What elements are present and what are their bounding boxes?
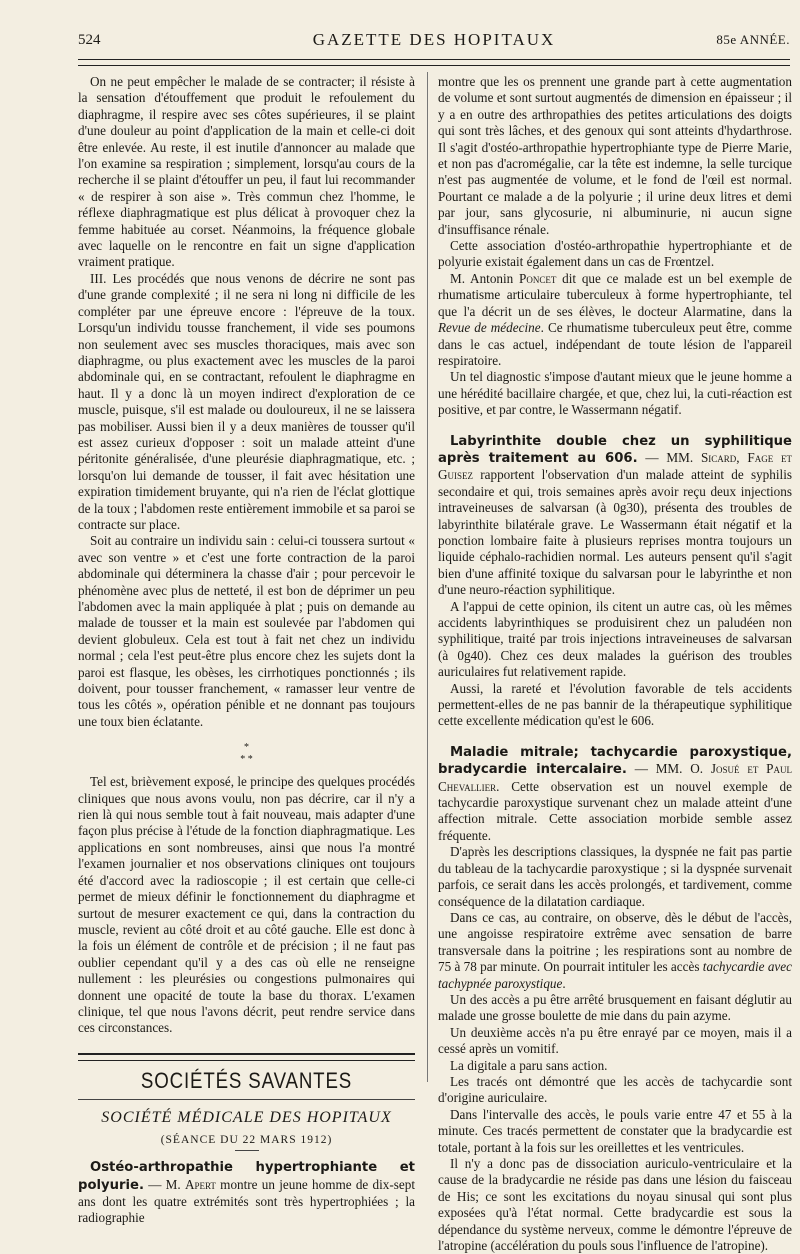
paragraph: Tel est, brièvement exposé, le principe des quelques procédés cliniques que nous avons voulu, non pas décrire, car il n'y a rien là qui nous semble tout à fait nouveau, mais adapter d'une façon plus précise à l'étude de la fonction diaphragmatique. Les applications en sont nombreuses, ainsi que nous l'a montré l'examen journalier et nos observations cliniques ont toujours été d'accord avec la radioscopie ; il est certain que celle-ci permet de mieux définir le fonctionnement du diaphragme et surtout de mesurer exactement ce qui, dans la contraction du muscle, revient au côté droit et au côté gauche. Elle est donc à la fois un élément de contrôle et de précision ; il ne faut pas oublier cependant qu'il y a des cas où elle ne renseigne nullement : les pleurésies ou congestions pulmonaires qui donnent une opacité de toute la base du thorax. L'examen clinique, tel que nous l'avons décrit, peut rendre service dans ces circonstances. (78, 774, 415, 1036)
section-rule-thin (78, 1099, 415, 1100)
paragraph: Dans l'intervalle des accès, le pouls varie entre 47 et 55 à la minute. Ces tracés permettent de constater que la bradycardie est totale, portant à la fois sur les oreillettes et les ventricules. (438, 1106, 792, 1155)
seance-date: (SÉANCE DU 22 MARS 1912) (160, 1133, 333, 1146)
running-title: GAZETTE DES HOPITAUX (312, 30, 556, 49)
article-text: . Cette observation est un nouvel exemple de tachycardie paroxystique survenant chez un malade atteint d'une affection mitrale. Cette association morbide semble assez fréquente. (438, 778, 792, 843)
text: Dans ce cas, au contraire, on observe, dès le début de l'accès, une angoisse respiratoire extrême avec sensation de barre transversale dans la poitrine ; les respirations sont au nombre de 75 à 78 par minute. On pourrait intituler les accès (438, 909, 792, 975)
paragraph: Les tracés ont démontré que les accès de tachycardie sont d'origine auriculaire. (438, 1073, 792, 1106)
paragraph (438, 910, 792, 992)
short-rule (235, 1150, 259, 1151)
journal-title: Revue de médecine (438, 320, 541, 336)
paragraph: La digitale a paru sans action. (450, 1057, 608, 1073)
paragraph (438, 744, 792, 844)
author: Apert (184, 1176, 216, 1192)
paragraph: montre que les os prennent une grande part à cette augmentation de volume et sont surtout augmentés de dimension en épaisseur ; il y a en outre des arthropathies des petites articulations des doigts qui sont très lâches, et des genoux qui sont atteints d'hydarthrose. Il s'agit d'ostéo-arthropathie hypertrophiante type de Pierre Marie, et non pas d'acromégalie, car la tête est indemne, la selle turcique n'est pas augmentée de volume, et le fond de l'œil est normal. Pourtant ce malade a de la polyurie ; il urine deux litres et demi par jour, sans glycosurie, ni albuminurie, ni aucun signe d'insuffisance rénale. (438, 74, 792, 237)
authors: Sicard, Fage et Guisez (438, 449, 792, 483)
dash: — MM. (626, 761, 691, 777)
paragraph: III. Les procédés que nous venons de décrire ne sont pas d'une grande complexité ; il ne sera ni long ni difficile de les compléter par une épreuve encore : l'épreuve de la toux. Lorsqu'un individu tousse franchement, il vide ses poumons non seulement avec ses muscles thoraciques, mais avec son diaphragme, ou plus exactement avec les muscles de la paroi abdominale qui, en se contractant, refoulent le diaphragme en haut. Il y a donc là un moyen indirect d'exploration de ce muscle, puisque, s'il est malade ou douloureux, il ne se laissera pas mobiliser. Aussi bien il y a deux manières de tousser qu'il est assez curieux d'opposer : soit un malade atteint d'une péritonite généralisée, d'une pleurésie diaphragmatique, etc. ; lorsqu'on lui demande de tousser, il fait avec hésitation une expiration timidement bruyante, qui n'a rien de l'éclat glottique de la toux ; l'abdomen reste entièrement immobile et sa paroi se contracte sur place. (78, 270, 415, 532)
paragraph: A l'appui de cette opinion, ils citent un autre cas, où les mêmes accidents labyrinthiques se produisirent chez un paludéen non syphilitique, traité par trois injections intraveineuses de salvarsan (à 0g40). Chez ces deux malades la guérison des troubles auriculaires fut relativement rapide. (438, 598, 792, 680)
article-title: Ostéo-arthropathie hypertrophiante et polyurie. (78, 1160, 415, 1193)
page-header (78, 30, 790, 52)
paragraph (438, 271, 792, 369)
left-column (78, 74, 415, 1227)
right-column (438, 74, 792, 1254)
header-rule (78, 59, 790, 66)
emphasis: tachycardie avec tachypnée paroxystique (438, 959, 792, 991)
section-title: SOCIÉTÉS SAVANTES (140, 1067, 353, 1093)
article-title: Labyrinthite double chez un syphilitique après traitement au 606. (438, 433, 792, 466)
article-osteo (78, 1159, 415, 1227)
asterism: * * * (240, 742, 253, 766)
text: . Ce rhumatisme tuberculeux peut être, comme dans le cas actuel, indépendant de toute lésion de l'appareil respiratoire. (438, 320, 792, 368)
paragraph: On ne peut empêcher le malade de se contracter; il résiste à la sensation d'étouffement que produit le refoulement du diaphragme, il respire avec ses côtes supérieures, il se plaint d'une douleur au point d'application de la main et celle-ci doit être enlevée. Au reste, il est inutile d'annoncer au malade que l'on examine sa respiration ; simplement, lorsqu'au cours de la recherche il se plaint d'étouffer un peu, il faut lui recommander « de respirer à son aise ». Très commun chez l'homme, le réflexe diaphragmatique est plus délicat à provoquer chez la femme habituée au corset. Néanmoins, la fréquence globale avec laquelle on le rencontre en fait un signe d'application vraiment pratique. (78, 74, 415, 270)
paragraph: Un des accès a pu être arrêté brusquement en faisant déglutir au malade une grosse boulette de mie dans du pain azyme. (438, 991, 792, 1024)
authors: O. Josué et Paul Chevallier (438, 761, 793, 794)
article-labyrinthite (438, 433, 792, 730)
year-label: 85e ANNÉE. (716, 32, 790, 47)
paragraph: Cette association d'ostéo-arthropathie hypertrophiante et de polyurie existait également dans un cas de Frœntzel. (438, 238, 792, 270)
column-divider (427, 72, 428, 1082)
article-text: rapportent l'observation d'un malade atteint de syphilis secondaire et qui, trois semaines après avoir reçu deux injections intraveineuses de salvarsan (à 0g30), présenta des troubles de labyrinthite bilatérale grave. Le Wassermann était négatif et la ponction lombaire faite à plusieurs reprises montra toujours un liquide céphalo-rachidien normal. Les auteurs pensent qu'il s'agit bien d'une affinité toxique du salvarsan pour le labyrinthe et non d'une neuro-réaction syphilitique. (438, 467, 792, 598)
article-title: Maladie mitrale; tachycardie paroxystique, bradycardie intercalaire. (438, 744, 792, 778)
page-number: 524 (78, 32, 101, 48)
article-osteo-cont (438, 74, 792, 419)
paragraph: Soit au contraire un individu sain : celui-ci toussera surtout « avec son ventre » et c'est une forte contraction de la paroi abdominale qui déterminera la chasse d'air ; pour percevoir le phénomène avec plus de netteté, il est bon de déprimer un peu l'abdomen avec la main appliquée à plat ; puis on demande au malade de tousser et la main est soulevée par l'abdomen qui devient globuleux. Cela est tout à fait net chez un individu normal ; cela l'est peut-être plus encore chez les sujets dont la paroi est flasque, les obèses, les cirrhotiques ponctionnés ; ils doivent, pour tousser franchement, « ramasser leur ventre de tous les côtés », opération pénible et ne donnant pas toujours une toux bien éclatante. (78, 533, 415, 729)
article-mitrale (438, 744, 792, 1254)
section-rule (78, 1053, 415, 1061)
text: M. Antonin (450, 270, 520, 286)
paragraph: Il n'y a donc pas de dissociation auriculo-ventriculaire et la cause de la bradycardie ne réside pas dans une lésion du faisceau de His; ce sont les excitations du noyau sinusal qui sont plus exposées qu'à l'état normal. Cette bradycardie est sous la dépendance du système nerveux, comme le démontre l'épreuve de l'atropine (accélération du pouls sous l'influence de l'atropine). (438, 1156, 792, 1254)
dash: — M. (143, 1176, 185, 1192)
section-societes (78, 1053, 415, 1227)
text: . (562, 975, 566, 991)
society-name: SOCIÉTÉ MÉDICALE DES HOPITAUX (101, 1108, 392, 1126)
paragraph: Un deuxième accès n'a pu être enrayé par ce moyen, mais il a cessé après un vomitif. (438, 1024, 792, 1057)
paragraph: Aussi, la rareté et l'évolution favorable de tels accidents permettent-elles de ne pas bannir de la thérapeutique syphilitique cette excellente médication qu'est le 606. (438, 680, 792, 729)
paragraph: Un tel diagnostic s'impose d'autant mieux que le jeune homme a une hérédité bacillaire chargée, et que, chez lui, la cuti-réaction est positive, et par contre, le Wassermann négatif. (438, 369, 792, 418)
article-text: montre un jeune homme de dix-sept ans dont les quatre extrémités sont très hypertrophiées ; la radiographie (78, 1176, 415, 1226)
author: Poncet (519, 270, 557, 286)
paragraph: D'après les descriptions classiques, la dyspnée ne fait pas partie du tableau de la tachycardie paroxystique ; si la dyspnée survenait parfois, ce serait dans les accès prolongés, et tardivement, comme conséquence de la dilatation cardiaque. (438, 844, 792, 909)
paragraph (438, 433, 792, 599)
text: dit que ce malade est un bel exemple de rhumatisme articulaire tuberculeux à forme hypertrophiante, tel que l'a décrit un de ses élèves, le docteur Alarmatine, dans la (438, 270, 792, 319)
dash: — MM. (637, 449, 701, 465)
